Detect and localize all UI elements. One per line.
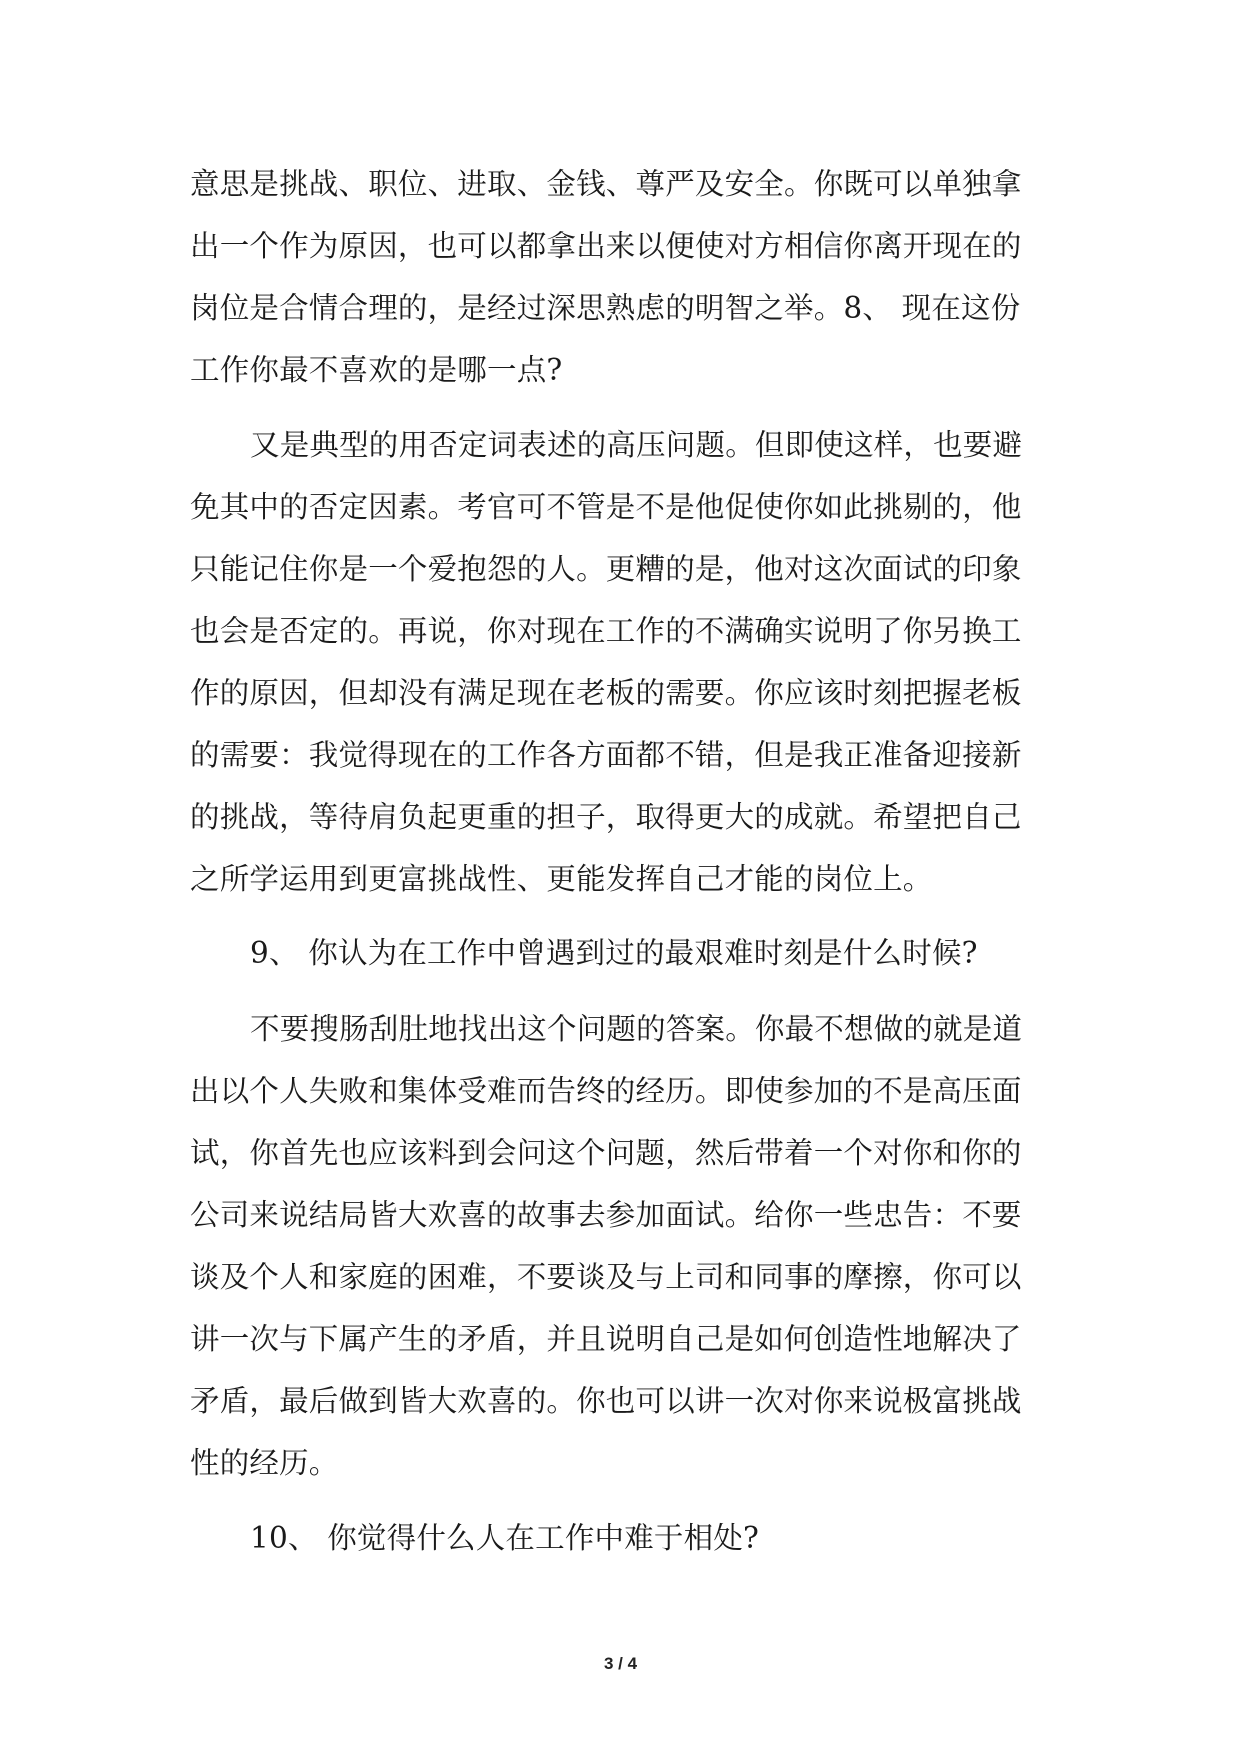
page-number: 3 / 4: [603, 1654, 638, 1673]
text-line: 出以个人失败和集体受难而告终的经历。即使参加的不是高压面: [190, 1074, 1022, 1108]
text-line: 的挑战，等待肩负起更重的担子，取得更大的成就。希望把自己: [190, 800, 1022, 834]
text-line: 又是典型的用否定词表述的高压问题。但即使这样，也要避: [250, 428, 1023, 462]
text-line: 岗位是合情合理的，是经过深思熟虑的明智之举。8、 现在这份: [190, 291, 1021, 325]
text-line: 的需要：我觉得现在的工作各方面都不错，但是我正准备迎接新: [190, 738, 1022, 772]
text-line: 意思是挑战、职位、进取、金钱、尊严及安全。你既可以单独拿: [190, 167, 1022, 201]
text-line: 工作你最不喜欢的是哪一点?: [190, 353, 563, 387]
text-line: 免其中的否定因素。考官可不管是不是他促使你如此挑剔的，他: [190, 490, 1022, 524]
text-line: 作的原因，但却没有满足现在老板的需要。你应该时刻把握老板: [190, 676, 1022, 710]
text-line: 讲一次与下属产生的矛盾，并且说明自己是如何创造性地解决了: [190, 1322, 1022, 1356]
question-heading: 9、 你认为在工作中曾遇到过的最艰难时刻是什么时候?: [250, 936, 978, 970]
text-line: 矛盾，最后做到皆大欢喜的。你也可以讲一次对你来说极富挑战: [190, 1384, 1022, 1418]
text-line: 之所学运用到更富挑战性、更能发挥自己才能的岗位上。: [190, 862, 933, 896]
text-line: 出一个作为原因，也可以都拿出来以便使对方相信你离开现在的: [190, 229, 1022, 263]
text-line: 试，你首先也应该料到会问这个问题，然后带着一个对你和你的: [190, 1136, 1022, 1170]
text-line: 也会是否定的。再说，你对现在工作的不满确实说明了你另换工: [190, 614, 1022, 648]
text-line: 只能记住你是一个爱抱怨的人。更糟的是，他对这次面试的印象: [190, 552, 1022, 586]
text-line: 公司来说结局皆大欢喜的故事去参加面试。给你一些忠告：不要: [190, 1198, 1022, 1232]
text-line: 性的经历。: [190, 1446, 339, 1480]
question-heading: 10、 你觉得什么人在工作中难于相处?: [250, 1521, 760, 1555]
text-line: 不要搜肠刮肚地找出这个问题的答案。你最不想做的就是道: [250, 1012, 1023, 1046]
text-line: 谈及个人和家庭的困难，不要谈及与上司和同事的摩擦，你可以: [190, 1260, 1022, 1294]
